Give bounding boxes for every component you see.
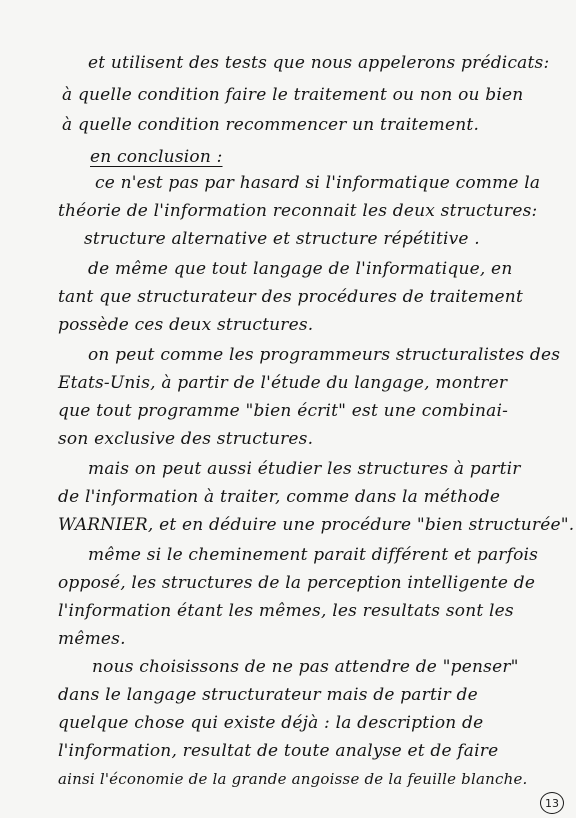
text-line: structure alternative et structure répétitive .: [84, 229, 480, 249]
text-line: WARNIER, et en déduire une procédure "bien structurée".: [58, 515, 575, 535]
text-line: l'information, resultat de toute analyse et de faire: [58, 741, 499, 761]
page-number-text: 13: [545, 796, 559, 810]
text-line: ce n'est pas par hasard si l'informatique comme la: [95, 173, 541, 193]
text-line: de même que tout langage de l'informatique, en: [88, 259, 513, 279]
text-line: à quelle condition faire le traitement ou non ou bien: [62, 85, 524, 105]
text-line: même si le cheminement parait différent et parfois: [88, 545, 539, 565]
text-line: l'information étant les mêmes, les resultats sont les: [58, 601, 514, 621]
text-line: que tout programme "bien écrit" est une combinai-: [58, 401, 509, 421]
text-line: tant que structurateur des procédures de traitement: [58, 287, 523, 307]
text-line: possède ces deux structures.: [58, 315, 314, 335]
page-number: [540, 792, 564, 814]
text-line: et utilisent des tests que nous appelerons prédicats:: [88, 53, 550, 73]
text-line: à quelle condition recommencer un traitement.: [62, 115, 480, 135]
text-line: opposé, les structures de la perception intelligente de: [58, 573, 536, 593]
text-line: dans le langage structurateur mais de partir de: [58, 685, 478, 705]
text-line: de l'information à traiter, comme dans la méthode: [58, 487, 501, 507]
text-line: son exclusive des structures.: [58, 429, 314, 449]
text-line: théorie de l'information reconnait les deux structures:: [58, 201, 538, 221]
text-line: mêmes.: [58, 629, 126, 649]
text-line: ainsi l'économie de la grande angoisse de la feuille blanche.: [58, 770, 528, 788]
text-line: quelque chose qui existe déjà : la description de: [58, 713, 484, 733]
text-line: nous choisissons de ne pas attendre de "penser": [92, 657, 519, 677]
text-line: mais on peut aussi étudier les structures à partir: [88, 459, 521, 479]
text-line: on peut comme les programmeurs structuralistes des: [88, 345, 561, 365]
section-heading: en conclusion :: [90, 147, 223, 167]
text-line: Etats-Unis, à partir de l'étude du langage, montrer: [58, 373, 508, 393]
